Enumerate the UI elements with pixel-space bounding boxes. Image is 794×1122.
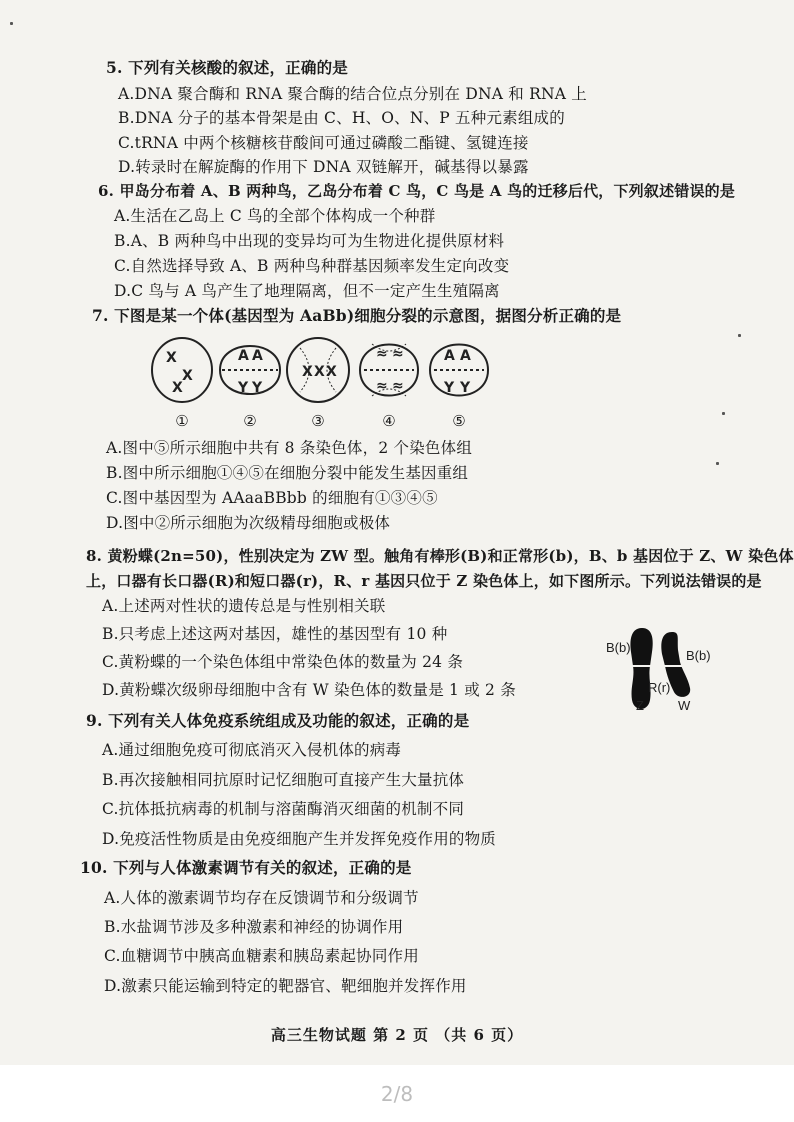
page-indicator: 2/8 <box>380 1082 414 1106</box>
z-gene-r-label: R(r) <box>648 680 671 695</box>
q5-option-d: D.转录时在解旋酶的作用下 DNA 双链解开，碱基得以暴露 <box>118 158 529 176</box>
q10-option-a: A.人体的激素调节均存在反馈调节和分级调节 <box>104 889 419 907</box>
q6-option-d: D.C 鸟与 A 鸟产生了地理隔离，但不一定产生生殖隔离 <box>114 282 500 300</box>
cell-label-1: ① <box>175 412 189 430</box>
q8-option-d: D.黄粉蝶次级卵母细胞中含有 W 染色体的数量是 1 或 2 条 <box>102 681 516 699</box>
z-chromosome <box>630 628 652 709</box>
q10-option-b: B.水盐调节涉及多种激素和神经的协调作用 <box>104 918 404 936</box>
svg-text:X: X <box>172 380 183 396</box>
svg-text:Y: Y <box>444 380 455 396</box>
scan-speck <box>738 334 741 337</box>
scan-speck <box>722 412 725 415</box>
cell-label-2: ② <box>243 412 257 430</box>
q8-option-b: B.只考虑上述这两对基因，雄性的基因型有 10 种 <box>102 625 448 643</box>
q8-stem: 8. 黄粉蝶(2n=50)，性别决定为 ZW 型。触角有棒形(B)和正常形(b)，B、b 基因位于 Z、W 染色体 <box>86 547 794 565</box>
q7-stem: 7. 下图是某一个体(基因型为 AaBb)细胞分裂的示意图，据图分析正确的是 <box>92 306 622 325</box>
q5-option-c: C.tRNA 中两个核糖核苷酸间可通过磷酸二酯键、氢键连接 <box>118 134 529 152</box>
q6-option-a: A.生活在乙岛上 C 鸟的全部个体构成一个种群 <box>114 207 436 225</box>
q7-option-a: A.图中⑤所示细胞中共有 8 条染色体，2 个染色体组 <box>106 439 473 457</box>
q9-option-c: C.抗体抵抗病毒的机制与溶菌酶消灭细菌的机制不同 <box>102 800 465 818</box>
svg-text:A: A <box>460 348 471 364</box>
svg-text:≈: ≈ <box>376 346 388 362</box>
q7-option-b: B.图中所示细胞①④⑤在细胞分裂中能发生基因重组 <box>106 464 469 482</box>
svg-text:≈: ≈ <box>392 378 404 394</box>
cell-label-4: ④ <box>382 412 396 430</box>
q6-option-b: B.A、B 两种鸟中出现的变异均可为生物进化提供原材料 <box>114 232 505 250</box>
q8-stem-continued: 上，口器有长口器(R)和短口器(r)，R、r 基因只位于 Z 染色体上，如下图所示。下列说法错误的是 <box>86 572 762 590</box>
q10-stem: 10. 下列与人体激素调节有关的叙述，正确的是 <box>80 858 412 877</box>
svg-text:X: X <box>302 364 313 380</box>
svg-text:X: X <box>326 364 337 380</box>
svg-text:Y: Y <box>460 380 471 396</box>
scan-speck <box>10 22 13 25</box>
q10-option-c: C.血糖调节中胰高血糖素和胰岛素起协同作用 <box>104 947 419 965</box>
q5-stem: 5. 下列有关核酸的叙述，正确的是 <box>106 58 348 77</box>
q6-option-c: C.自然选择导致 A、B 两种鸟种群基因频率发生定向改变 <box>114 257 510 275</box>
q9-option-b: B.再次接触相同抗原时记忆细胞可直接产生大量抗体 <box>102 771 465 789</box>
q6-stem: 6. 甲岛分布着 A、B 两种鸟，乙岛分布着 C 鸟，C 鸟是 A 鸟的迁移后代，下列叙述错误的是 <box>98 182 736 200</box>
svg-text:Y: Y <box>252 380 263 396</box>
q10-option-d: D.激素只能运输到特定的靶器官、靶细胞并发挥作用 <box>104 977 467 995</box>
svg-text:X: X <box>166 350 177 366</box>
svg-text:A: A <box>252 348 263 364</box>
q8-option-c: C.黄粉蝶的一个染色体组中常染色体的数量为 24 条 <box>102 653 464 671</box>
cell-label-5: ⑤ <box>452 412 466 430</box>
sex-chromosome-svg <box>602 622 732 718</box>
w-label: W <box>678 698 691 713</box>
svg-text:≈: ≈ <box>392 346 404 362</box>
svg-text:A: A <box>444 348 455 364</box>
cell-division-svg <box>150 328 490 412</box>
sex-chromosome-figure <box>602 622 732 718</box>
q5-option-a: A.DNA 聚合酶和 RNA 聚合酶的结合位点分别在 DNA 和 RNA 上 <box>118 85 587 103</box>
page-footer: 高三生物试题 第 2 页 （共 6 页） <box>270 1026 524 1044</box>
svg-text:≈: ≈ <box>376 378 388 394</box>
q5-option-b: B.DNA 分子的基本骨架是由 C、H、O、N、P 五种元素组成的 <box>118 109 565 127</box>
svg-text:X: X <box>314 364 325 380</box>
q7-option-c: C.图中基因型为 AAaaBBbb 的细胞有①③④⑤ <box>106 489 438 507</box>
q9-stem: 9. 下列有关人体免疫系统组成及功能的叙述，正确的是 <box>86 711 470 730</box>
z-gene-b-label: B(b) <box>606 640 631 655</box>
q9-option-a: A.通过细胞免疫可彻底消灭入侵机体的病毒 <box>102 741 402 759</box>
svg-text:X: X <box>182 368 193 384</box>
w-gene-b-label: B(b) <box>686 648 711 663</box>
scan-speck <box>716 462 719 465</box>
q7-option-d: D.图中②所示细胞为次级精母细胞或极体 <box>106 514 391 532</box>
z-label: Z <box>636 698 644 713</box>
q9-option-d: D.免疫活性物质是由免疫细胞产生并发挥免疫作用的物质 <box>102 830 497 848</box>
cell-label-3: ③ <box>311 412 325 430</box>
svg-text:Y: Y <box>238 380 249 396</box>
cell-division-figure <box>150 328 490 432</box>
q8-option-a: A.上述两对性状的遗传总是与性别相关联 <box>102 597 386 615</box>
svg-text:A: A <box>238 348 249 364</box>
